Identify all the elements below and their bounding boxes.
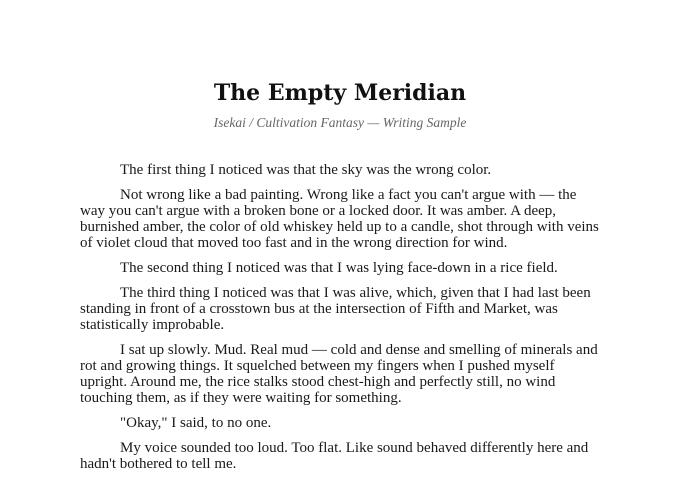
page-subtitle: Isekai / Cultivation Fantasy — Writing Sample (213, 115, 467, 130)
paragraph: The third thing I noticed was that I was alive, which, given that I had last been standing in front of a crosstown bus at the intersection of Fifth and Market, was statistically improbable. (80, 285, 591, 333)
paragraph: The second thing I noticed was that I was lying face-down in a rice field. (120, 260, 558, 276)
paragraph: The first thing I noticed was that the sky was the wrong color. (120, 162, 492, 178)
paragraph: I sat up slowly. Mud. Real mud — cold and dense and smelling of minerals and rot and growing things. It squelched between my fingers when I pushed myself upright. Around me, the rice stalks stood chest-high and perfectly still, no wind touching them, as if they were waiting for something. (80, 342, 598, 406)
paragraph: Not wrong like a bad painting. Wrong like a fact you can't argue with — the way you can't argue with a broken bone or a locked door. It was amber. A deep, burnished amber, the color of old whiskey held up to a candle, shot through with veins of violet cloud that moved too fast and in the wrong direction for wind. (80, 187, 599, 251)
story-body (80, 162, 600, 481)
page-title: The Empty Meridian (213, 80, 467, 106)
paragraph: "Okay," I said, to no one. (120, 415, 272, 431)
paragraph: My voice sounded too loud. Too flat. Like sound behaved differently here and hadn't bothered to tell me. (80, 440, 589, 472)
